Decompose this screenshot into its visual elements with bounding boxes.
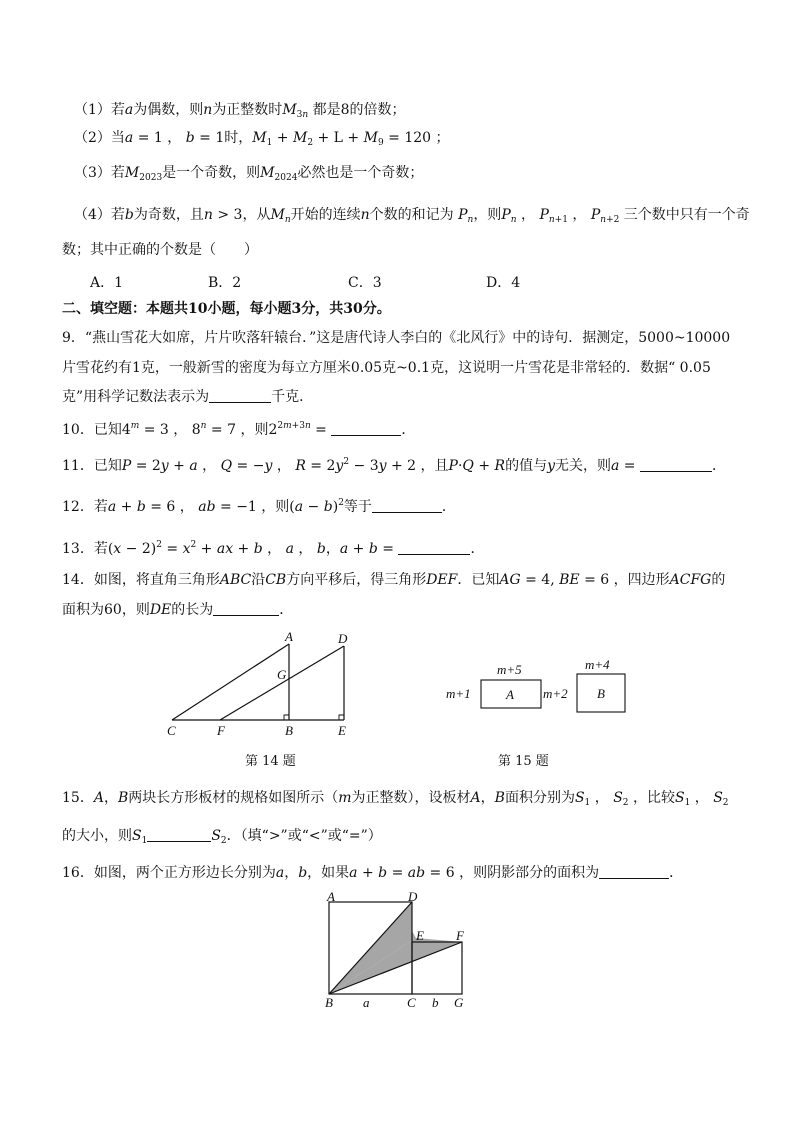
rect-a-side: m+1 [446,686,471,701]
rect-b-label: B [597,686,605,701]
q15-line2: 的大小，则$S_1$ $S_2$．（填“>”或“<”或“=”） [62,828,382,846]
side-fd [220,646,344,720]
label-c: C [167,723,176,738]
choice-d[interactable]: D．4 [486,275,521,291]
figure-14-caption: 第 14 题 [245,754,296,769]
figure-15 [444,656,634,716]
label-f: F [456,928,464,943]
q9-line2: 片雪花约有1克，一般新雪的密度为每立方厘米0.05克~0.1克，这说明一片雪花是非常轻的．数据“ 0.05 [62,360,711,376]
rect-b-top: m+4 [585,657,610,672]
answer-blank[interactable] [213,601,279,616]
rect-a-top: m+5 [497,662,522,677]
choice-b[interactable]: B．2 [208,275,242,291]
rect-b-side: m+2 [543,686,568,701]
label-d: D [408,890,418,904]
label-e: E [416,928,424,943]
answer-blank[interactable] [147,827,211,842]
label-a-len: a [363,995,370,1010]
label-a: A [285,629,293,644]
answer-blank[interactable] [372,498,442,513]
section-heading: 二、填空题：本题共10小题，每小题3分，共30分。 [62,301,391,317]
label-e: E [338,723,346,738]
label-d: D [338,631,348,646]
answer-blank[interactable] [599,864,669,879]
q15-line1: 15．A，B两块长方形板材的规格如图所示（m为正整数），设板材A，B面积分别为$S_1$ ， $S_2$ ，比较$S_1$ ， $S_2$ [62,790,729,808]
figure-16 [318,890,488,1010]
answer-blank[interactable] [331,421,401,436]
label-a: A [327,890,335,904]
q13: 13．若$(x - 2)^2 = x^2$ + ax + b ， a ， b，a + b = ． [62,540,485,557]
right-angle-b [284,715,289,720]
label-b: B [325,995,333,1010]
label-f: F [217,723,225,738]
answer-blank[interactable] [398,540,470,555]
figure-14 [160,628,360,744]
q9-line1: 9．“燕山雪花大如席，片片吹落轩辕台．”这是唐代诗人李白的《北风行》中的诗句．据测定，5000~10000 [62,330,731,346]
figure-15-caption: 第 15 题 [498,754,549,769]
label-c: C [407,995,416,1010]
choice-c[interactable]: C．3 [348,275,382,291]
side-ca [172,644,289,720]
q10: 10．已知$4^m = 3$ ， $8^n = 7$ ，则$2^{2m+3n}$ = ． [62,421,416,438]
q9-line3: 克”用科学记数法表示为 千克． [62,389,314,405]
label-b-len: b [432,995,439,1010]
condition-2: （2）当a = 1 ， b = 1时，$M_1 + M_2 + L + M_9 = 120$ ； [74,130,450,148]
label-b: B [285,723,293,738]
q16: 16．如图，两个正方形边长分别为a，b，如果a + b = ab = 6 ，则阴影部分的面积为 ． [62,865,684,881]
condition-3: （3）若$M_{2023}$是一个奇数，则$M_{2024}$必然也是一个奇数； [74,165,424,183]
answer-blank[interactable] [640,457,712,472]
rect-a-label: A [506,687,514,702]
label-g: G [277,667,287,682]
condition-4-line2: 数；其中正确的个数是（ ） [62,242,258,258]
condition-1: （1）若a为偶数，则n为正整数时$M_{3n}$ 都是8的倍数； [74,102,406,120]
label-g: G [454,995,464,1010]
right-angle-e [339,715,344,720]
condition-4: （4）若b为奇数，且n > 3，从$M_n$开始的连续n个数的和记为 $P_n$，则$P_n$ ， $P_{n+1}$ ， $P_{n+2}$ 三个数中只有一个奇 [74,207,750,225]
q11: 11．已知P = 2y + a ， Q = −y ， $R = 2y^2 - 3y + 2$ ，且P·Q + R的值与y无关，则a = ． [62,457,726,474]
q12: 12．若a + b = 6 ， ab = −1 ，则$(a - b)^2$等于 ． [62,498,456,515]
answer-blank[interactable] [209,388,271,403]
q14-line1: 14．如图，将直角三角形ABC沿CB方向平移后，得三角形DEF．已知AG = 4, BE = 6 ，四边形ACFG的 [62,572,726,588]
q14-line2: 面积为60，则DE的长为 ． [62,602,294,618]
choice-a[interactable]: A．1 [90,275,124,291]
